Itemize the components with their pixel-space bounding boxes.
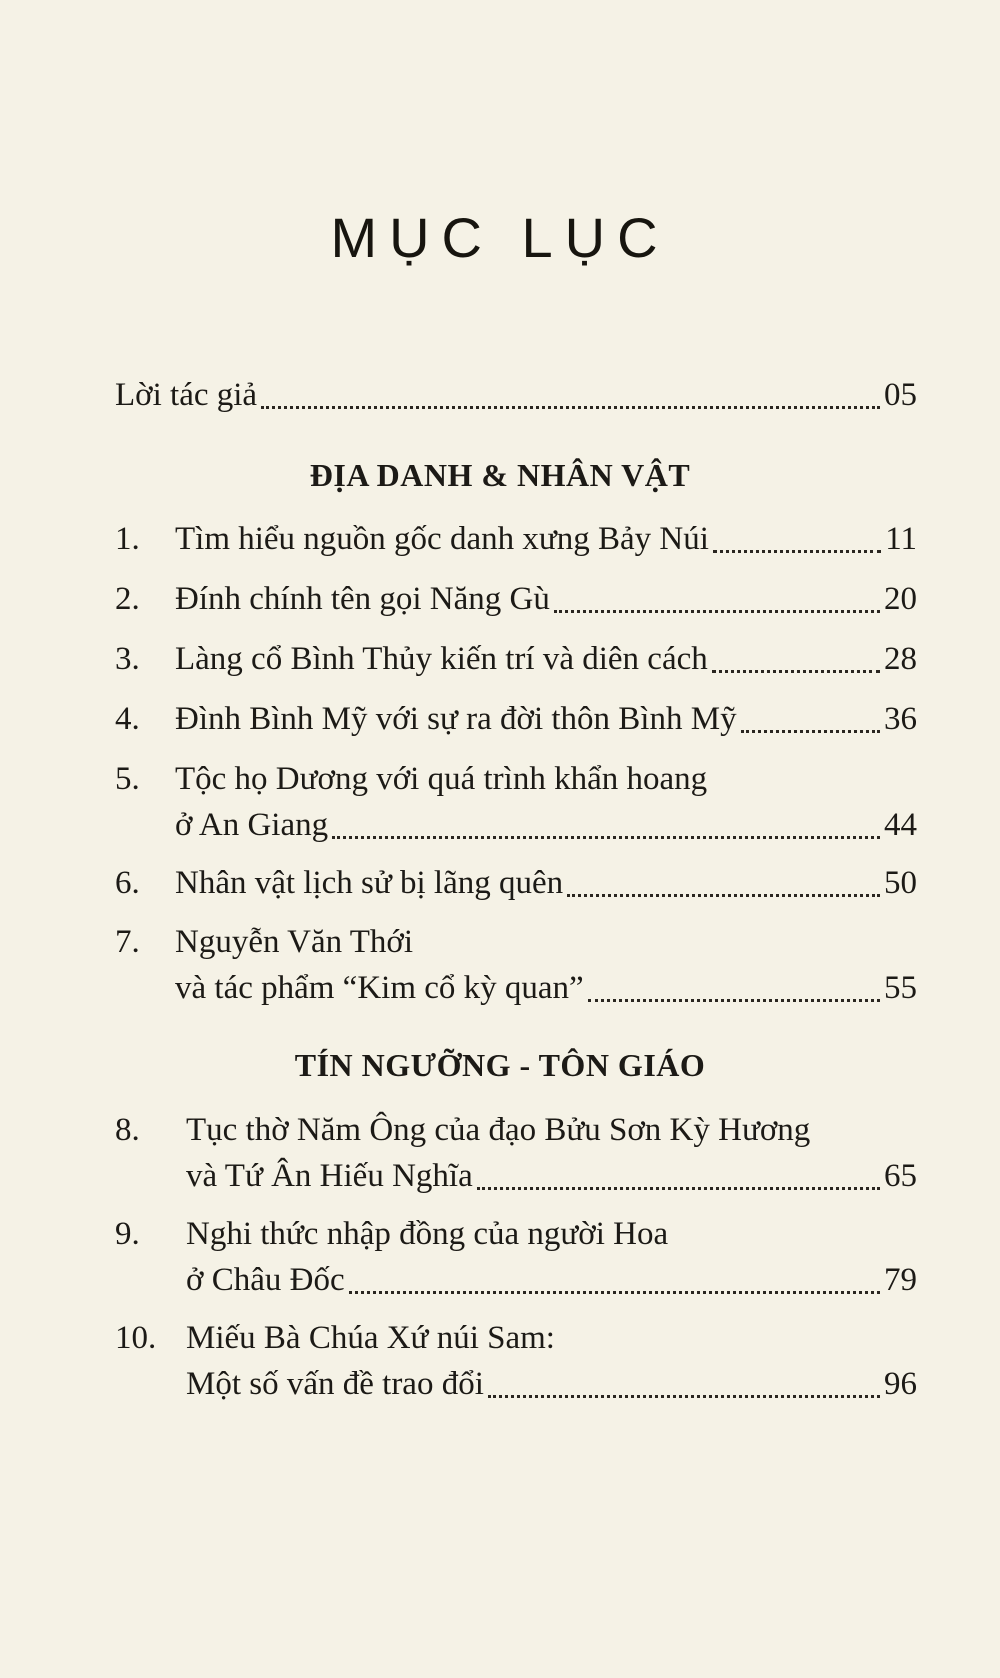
entry-text-continued: ở An Giang [175,807,329,843]
leader-dots [741,730,880,733]
leader-dots [349,1291,880,1294]
leader-dots [712,670,880,673]
entry-number: 6. [115,865,140,901]
page-number: 79 [884,1262,917,1298]
section-heading: ĐỊA DANH & NHÂN VẬT [309,457,691,493]
leader-dots [567,894,880,897]
entry-text-continued: ở Châu Đốc [186,1262,345,1298]
entry-text: Lời tác giả [115,377,258,413]
entry-text: Làng cổ Bình Thủy kiến trí và diên cách [175,641,708,677]
entry-text-continued: Một số vấn đề trao đổi [186,1366,484,1402]
leader-dots [488,1395,880,1398]
entry-number: 2. [115,581,140,617]
toc-entry [115,1107,917,1199]
leader-dots [713,550,881,553]
toc-entry-preface [115,372,917,418]
page-number: 05 [884,377,917,413]
toc-entry [115,1315,917,1407]
entry-text: Đính chính tên gọi Năng Gù [175,581,550,617]
leader-dots [477,1187,880,1190]
toc-entry [115,516,917,562]
page-number: 55 [884,970,917,1006]
section-heading: TÍN NGƯỠNG - TÔN GIÁO [294,1047,706,1083]
leader-dots [554,610,880,613]
entry-text: Tìm hiểu nguồn gốc danh xưng Bảy Núi [175,521,709,557]
entry-text: Nguyễn Văn Thới [175,924,414,960]
page-number: 11 [885,521,917,557]
page-number: 20 [884,581,917,617]
entry-text: Miếu Bà Chúa Xứ núi Sam: [186,1320,555,1356]
toc-entry [115,860,917,906]
toc-entry [115,756,917,848]
entry-number: 3. [115,641,140,677]
page-title: MỤC LỤC [330,206,670,269]
toc-entry [115,696,917,742]
entry-number: 9. [115,1216,140,1252]
leader-dots [588,999,880,1002]
entry-text: Đình Bình Mỹ với sự ra đời thôn Bình Mỹ [175,701,737,737]
leader-dots [332,836,880,839]
page-number: 50 [884,865,917,901]
toc-entry [115,636,917,682]
entry-number: 4. [115,701,140,737]
toc-entry [115,1211,917,1303]
entry-number: 1. [115,521,140,557]
toc-entry [115,576,917,622]
entry-number: 8. [115,1112,140,1148]
entry-text: Tộc họ Dương với quá trình khẩn hoang [175,761,708,797]
page-number: 65 [884,1158,917,1194]
entry-text: Nhân vật lịch sử bị lãng quên [175,865,564,901]
toc-entry [115,919,917,1011]
entry-text-continued: và Tứ Ân Hiếu Nghĩa [186,1158,473,1194]
page-number: 28 [884,641,917,677]
page-number: 44 [884,807,917,843]
entry-number: 7. [115,924,140,960]
leader-dots [261,406,880,409]
entry-number: 10. [115,1320,157,1356]
entry-text-continued: và tác phẩm “Kim cổ kỳ quan” [175,970,584,1006]
page-number: 96 [884,1366,917,1402]
entry-text: Tục thờ Năm Ông của đạo Bửu Sơn Kỳ Hương [186,1112,811,1148]
entry-number: 5. [115,761,140,797]
page-number: 36 [884,701,917,737]
entry-text: Nghi thức nhập đồng của người Hoa [186,1216,669,1252]
